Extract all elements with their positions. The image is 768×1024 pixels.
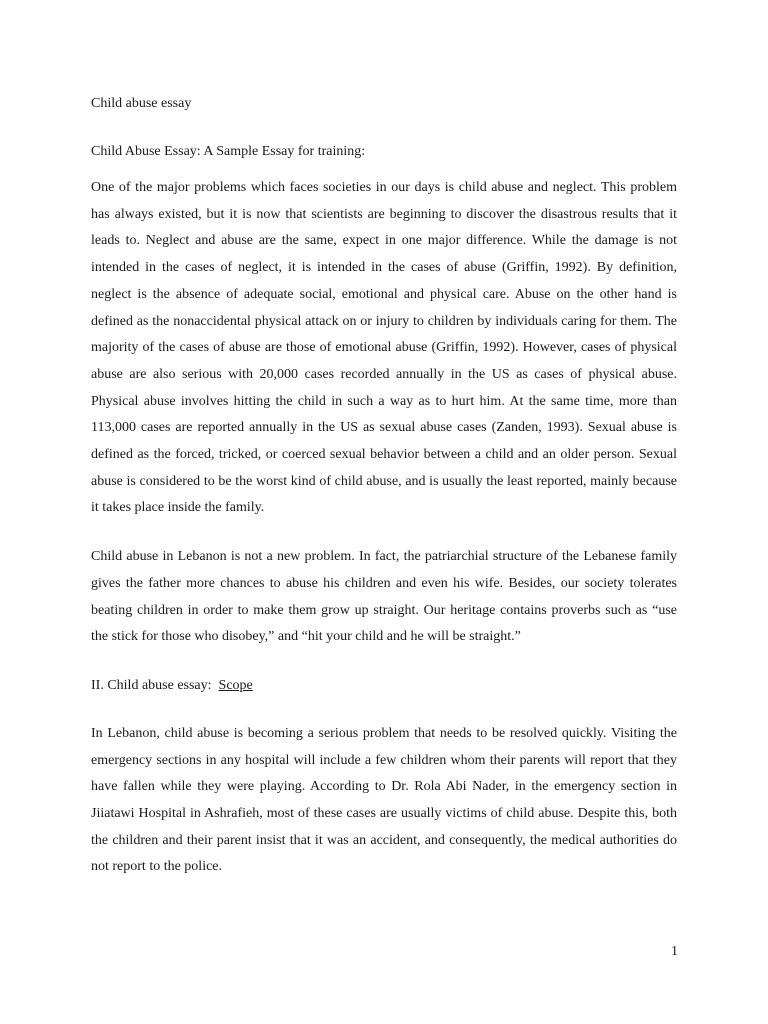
document-body xyxy=(91,91,677,903)
paragraph-lebanon: Child abuse in Lebanon is not a new problem. In fact, the patriarchial structure of the Lebanese family gives the father more chances to abuse his children and even his wife. Besides, our society tolerates beating children in order to make them grow up straight. Our heritage contains proverbs such as “use the stick for those who disobey,” and “hit your child and he will be straight.” xyxy=(91,549,677,645)
document-title: Child abuse essay xyxy=(91,96,192,111)
section-heading xyxy=(91,673,677,699)
document-subtitle: Child Abuse Essay: A Sample Essay for training: xyxy=(91,144,366,159)
section-heading-scope: Scope xyxy=(218,677,253,693)
paragraph-scope: In Lebanon, child abuse is becoming a serious problem that needs to be resolved quickly. Visiting the emergency sections in any hospital will include a few children whom their parents will report that they have fallen while they were playing. According to Dr. Rola Abi Nader, in the emergency section in Jiiatawi Hospital in Ashrafieh, most of these cases are usually victims of child abuse. Despite this, both the children and their parent insist that it was an accident, and consequently, the medical authorities do not report to the police. xyxy=(91,725,677,875)
paragraph-intro: One of the major problems which faces societies in our days is child abuse and neglect. This problem has always existed, but it is now that scientists are beginning to discover the disastrous results that it leads to. Neglect and abuse are the same, expect in one major difference. While the damage is not intended in the cases of neglect, it is intended in the cases of abuse (Griffin, 1992). By definition, neglect is the absence of adequate social, emotional and physical care. Abuse on the other hand is defined as the nonaccidental physical attack on or injury to children by individuals caring for them. The majority of the cases of abuse are those of emotional abuse (Griffin, 1992). However, cases of physical abuse are also serious with 20,000 cases recorded annually in the US as cases of physical abuse. Physical abuse involves hitting the child in such a way as to hurt him. At the same time, more than 113,000 cases are reported annually in the US as sexual abuse cases (Zanden, 1993). Sexual abuse is defined as the forced, tricked, or coerced sexual behavior between a child and an older person. Sexual abuse is considered to be the worst kind of child abuse, and is usually the least reported, mainly because it takes place inside the family. xyxy=(91,180,677,516)
section-heading-prefix: II. Child abuse essay: xyxy=(91,677,212,693)
page-number: 1 xyxy=(671,944,678,959)
